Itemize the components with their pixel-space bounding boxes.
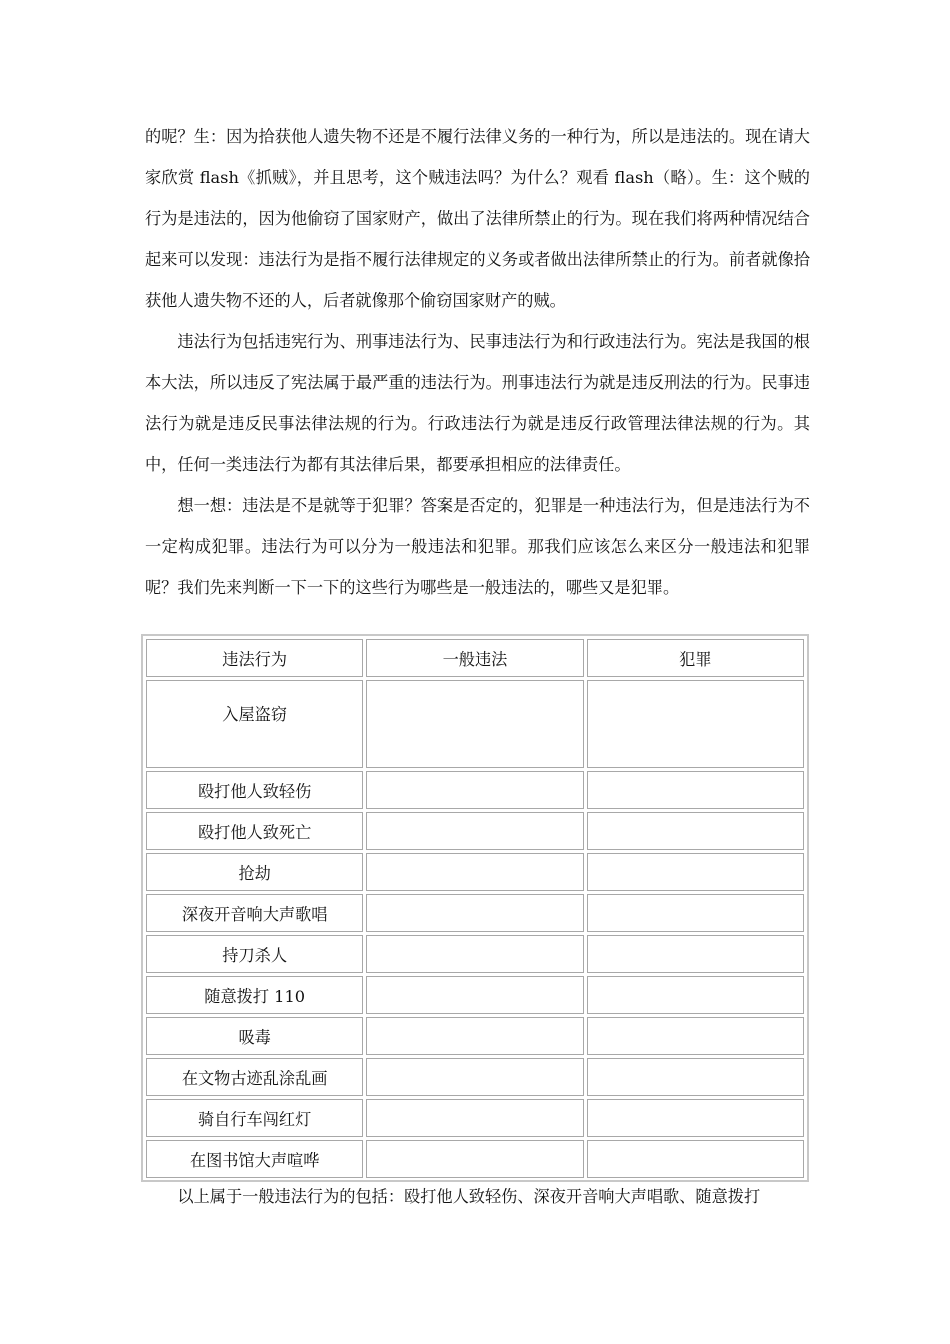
act-cell: 深夜开音响大声歌唱 [146, 894, 363, 932]
crime-cell [587, 1140, 804, 1178]
act-cell: 持刀杀人 [146, 935, 363, 973]
general-violation-cell [366, 812, 583, 850]
general-violation-cell [366, 976, 583, 1014]
paragraph-2: 违法行为包括违宪行为、刑事违法行为、民事违法行为和行政违法行为。宪法是我国的根本大法，所以违反了宪法属于最严重的违法行为。刑事违法行为就是违反刑法的行为。民事违法行为就是违反民事法律法规的行为。行政违法行为就是违反行政管理法律法规的行为。其中，任何一类违法行为都有其法律后果，都要承担相应的法律责任。 [145, 332, 810, 474]
act-cell: 骑自行车闯红灯 [146, 1099, 363, 1137]
act-cell: 殴打他人致死亡 [146, 812, 363, 850]
table-row [146, 812, 804, 850]
act-cell: 吸毒 [146, 1017, 363, 1055]
act-cell: 在文物古迹乱涂乱画 [146, 1058, 363, 1096]
general-violation-cell [366, 894, 583, 932]
header-general-violation: 一般违法 [366, 639, 583, 677]
body-text [145, 116, 810, 608]
crime-cell [587, 1017, 804, 1055]
act-cell: 在图书馆大声喧哗 [146, 1140, 363, 1178]
table-row [146, 1058, 804, 1096]
classification-table [141, 634, 809, 1182]
act-cell: 随意拨打 110 [146, 976, 363, 1014]
act-cell: 入屋盗窃 [146, 680, 363, 768]
header-crime: 犯罪 [587, 639, 804, 677]
table-row [146, 935, 804, 973]
crime-cell [587, 680, 804, 768]
table-header-row [146, 639, 804, 677]
table-row [146, 680, 804, 768]
crime-cell [587, 935, 804, 973]
general-violation-cell [366, 853, 583, 891]
header-illegal-act: 违法行为 [146, 639, 363, 677]
crime-cell [587, 812, 804, 850]
crime-cell [587, 853, 804, 891]
crime-cell [587, 894, 804, 932]
crime-cell [587, 976, 804, 1014]
table-row [146, 976, 804, 1014]
general-violation-cell [366, 680, 583, 768]
table-row [146, 1099, 804, 1137]
general-violation-cell [366, 1017, 583, 1055]
general-violation-cell [366, 771, 583, 809]
law-table [143, 636, 807, 1181]
general-violation-cell [366, 1058, 583, 1096]
table-row [146, 894, 804, 932]
table-row [146, 1140, 804, 1178]
crime-cell [587, 1099, 804, 1137]
summary-text: 以上属于一般违法行为的包括：殴打他人致轻伤、深夜开音响大声唱歌、随意拨打 [177, 1187, 761, 1206]
crime-cell [587, 771, 804, 809]
general-violation-cell [366, 1099, 583, 1137]
act-cell: 殴打他人致轻伤 [146, 771, 363, 809]
table-row [146, 853, 804, 891]
paragraph-1: 的呢？生：因为拾获他人遗失物不还是不履行法律义务的一种行为，所以是违法的。现在请大家欣赏 flash《抓贼》，并且思考，这个贼违法吗？为什么？观看 flash（略）。生：这个贼的行为是违法的，因为他偷窃了国家财产，做出了法律所禁止的行为。现在我们将两种情况结合起来可以发现：违法行为是指不履行法律规定的义务或者做出法律所禁止的行为。前者就像拾获他人遗失物不还的人，后者就像那个偷窃国家财产的贼。 [145, 127, 810, 310]
general-violation-cell [366, 935, 583, 973]
crime-cell [587, 1058, 804, 1096]
paragraph-3: 想一想：违法是不是就等于犯罪？答案是否定的，犯罪是一种违法行为，但是违法行为不一定构成犯罪。违法行为可以分为一般违法和犯罪。那我们应该怎么来区分一般违法和犯罪呢？我们先来判断一下一下的这些行为哪些是一般违法的，哪些又是犯罪。 [145, 496, 810, 597]
act-cell: 抢劫 [146, 853, 363, 891]
table-row [146, 771, 804, 809]
table-row [146, 1017, 804, 1055]
general-violation-cell [366, 1140, 583, 1178]
